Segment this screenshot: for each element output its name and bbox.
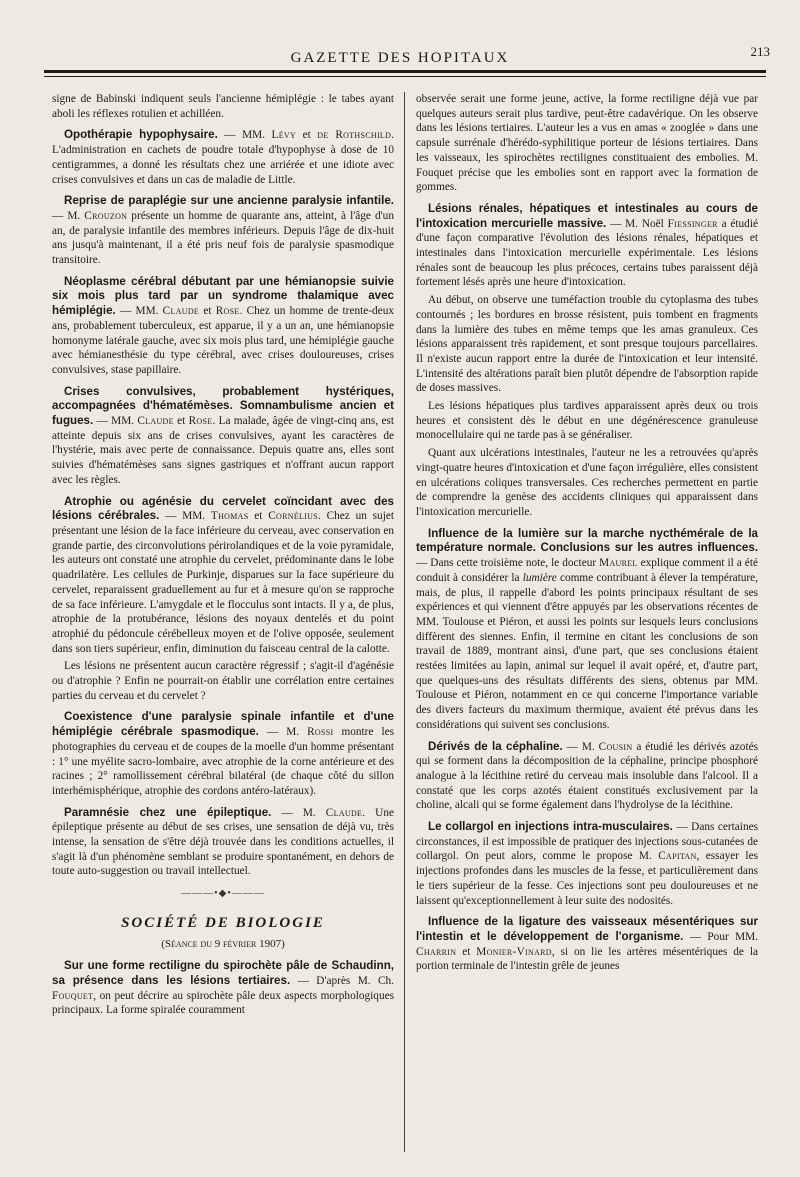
author-name: Rose <box>188 415 213 428</box>
paragraph: Quant aux ulcérations intestinales, l'auteur ne les a retrouvées qu'après vingt-quatre heures d'intoxication et d'une façon irrégulière, elles consistent en ulcérations coliques transversales. Ces recherches permettent en partie de comprendre la genèse des accidents cliniques qui apparaissent dans l'intoxication mercurielle. <box>416 447 758 518</box>
article-cephaline <box>416 740 758 814</box>
paragraph: observée serait une forme jeune, active, la forme rectiligne déjà vue par quelques auteurs serait plus tardive, peut-être cadavérique. On les observe dans les lésions tertiaires. L'auteur les a vus en amas « zooglée » dans une capsule surrénale d'hérédo-syphilitique porteur de lésions tertiaires. Dans les vaisseaux, les spirochètes rectilignes constituaient des embolies. M. Fouquet précise que les embolies sont en rapport avec la formation de gommes. <box>416 93 758 194</box>
article-text: — Pour MM. <box>683 930 759 943</box>
author-name: Fiessinger <box>667 217 718 230</box>
article-text: a étudié les dérivés azotés qui se forment dans la décomposition de la céphaline, principe phosphoré analogue à la lécithine retiré du cerveau mais insoluble dans l'alcool. Il a constaté que les corps azotés étaient constitués exclusivement par la choline, alcali qui se forme également dans l'hydrolyse de la lécithine. <box>416 740 758 812</box>
author-name: Fouquet <box>52 989 94 1002</box>
article-text: — <box>672 821 692 834</box>
article-text: comme contribuant à élever la température, mais, de plus, il rappelle d'abord les points principaux résultant de ses expériences et qui viennent d'être appuyés par les observations récentes de MM. Toulouse et Piéron, et aussi les points sur lesquels leurs conclusions diffèrent des siennes. Enfin, il termine en citant les conclusions de son travail de 1889, montrant ainsi, d'une part, que ses conclusions étaient restées limitées au lapin, animal sur lequel il avait opéré, et, d'autre part, que quelques-uns des résultats différents des siens, obtenus par MM. Toulouse et Piéron, notamment en ce qui concerne l'importance variable des divers facteurs du maximum thermique, avaient été prévus dans les considérations qui suivent ses conclusions. <box>416 571 758 731</box>
article-text: montre les photographies du cerveau et de coupes de la moelle d'un homme présentant : 1° une myélite sacro-lombaire, avec atrophie de la corne antérieure et des racines ; 2° ramollissement cérébral bilatéral (de chaque côté du sillon interhémisphérique, atrophie des cordons antéro-latéraux). <box>52 726 395 797</box>
author-name: Rose <box>215 305 240 318</box>
article-text: — MM. <box>217 129 272 142</box>
article-text: — MM. <box>115 305 163 318</box>
article-text: — D'après M. Ch. <box>290 974 395 987</box>
author-name: Claude <box>325 806 363 819</box>
article-lumiere <box>416 527 758 733</box>
session-date: (Séance du 9 février 1907) <box>161 937 285 950</box>
article-title: Crises convulsives, probablement hystériques, accompagnées d'hématémèses. Somnambulisme ancien et fugues. <box>52 384 394 428</box>
article-text: . Une épileptique présente au début de ses crises, une sensation de déjà vu, très intense, la sensation de s'être déjà trouvée dans les conditions actuelles, il s'agit là d'un phénomène semblant se produire spontanément, en dehors de toute auto-suggestion ou travail intellectuel. <box>52 806 394 878</box>
author-name: de Rothschild <box>317 129 392 142</box>
article-text: , si on lie les artères mésentériques de la portion terminale de l'intestin grêle de jeunes <box>416 945 758 973</box>
author-name: Charrin <box>416 945 457 958</box>
paragraph: Les lésions hépatiques plus tardives apparaissent après deux ou trois heures et consistent dès le début en une dégénérescence granuleuse monocellulaire qui ne tarde pas à se généraliser. <box>416 400 758 442</box>
article-title: Coexistence d'une paralysie spinale infantile et d'une hémiplégie cérébrale spasmodique. <box>52 710 394 739</box>
article-title: Reprise de paraplégie sur une ancienne paralysie infantile. <box>64 194 394 208</box>
article-text: , essayer les injections profondes dans les muscles de la fesse, et particulièrement dans le tiers supérieur de la fesse. Ces injections sont peu douloureuses et ne laissent qu'exceptionnellement à leur suite des nodosités. <box>416 850 758 907</box>
article-text: — Dans cette troisième note, le docteur <box>416 557 600 570</box>
author-name: Claude <box>162 305 200 318</box>
article-text: . La malade, âgée de vingt-cinq ans, est atteinte depuis six ans de crises convulsives, ayant les caractères de l'hystérie, mais avec perte de connaissance. Depuis quatre ans, elles sont suivies d'hématémèses sans signes gastriques et n'offrant aucun rapport avec les règles. <box>52 415 394 486</box>
author-name: Monier-Vinard <box>476 945 552 958</box>
article-text: explique comment il a été conduit à considérer la <box>416 557 758 584</box>
article-title: Lésions rénales, hépatiques et intestinales au cours de l'intoxication mercurielle massive. <box>416 201 758 230</box>
page-number: 213 <box>750 44 770 59</box>
header-rule-thin <box>44 76 766 77</box>
article-text: . L'administration en cachets de poudre totale d'hypophyse à dose de 10 centigrammes, a donné les résultats chez une arriérée et une idiote avec crises convulsives et dans un cas de maladie de Little. <box>52 129 395 186</box>
article-text: . Chez un homme de trente-deux ans, probablement tuberculeux, est apparue, il y a un an, une hémianopsie homonyme latérale gauche, avec six mois plus tard, une hémiplégie gauche avec hémianesthésie du type cérébral, avec crises douloureuses, crises convulsives, stase papillaire. <box>52 305 394 376</box>
article-crises <box>52 385 394 488</box>
article-title: Le collargol en injections intra-musculaires. <box>428 820 673 834</box>
article-text: — MM. <box>159 510 211 523</box>
article-title: Dérivés de la céphaline. <box>428 739 563 753</box>
emphasis: lumière <box>522 571 557 584</box>
article-title: Influence de la ligature des vaisseaux mésentériques sur l'intestin et le développement de l'organisme. <box>416 915 758 943</box>
article-text: — M. <box>562 740 599 753</box>
section-title: SOCIÉTÉ DE BIOLOGIE <box>121 914 325 931</box>
author-name: Capitan <box>658 850 697 863</box>
article-text: et <box>296 129 318 142</box>
article-text: — M. <box>258 726 308 739</box>
article-title: Opothérapie hypophysaire. <box>64 128 218 142</box>
article-text: et <box>199 305 216 318</box>
article-paraplegie <box>52 194 394 268</box>
article-text: . Chez un sujet présentant une lésion de la face inférieure du cerveau, avec conservation en grande partie, des circonvolutions périrolandiques et de la voie pyramidale, les auteurs ont constaté une atrophie du cervelet, prédominante dans le lobe quadrilatère. Les cellules de Purkinje, disparues sur la face supérieure du cervelet, reparaissent graduellement au fur et à mesure qu'on se rapproche de sa face inférieure. L'amygdale et le flocculus sont intacts. Il y a, de plus, atrophie de la protubérance, lésions des noyaux dentelés et du point atrophié du pédoncule cérébelleux moyen et de l'olive opposée, seulement dans son tiers supérieur, enfin, diminution du faisceau central de la calotte. <box>52 510 394 655</box>
article-text: et <box>173 415 189 428</box>
author-name: Maurel <box>599 557 638 570</box>
right-column <box>416 92 758 977</box>
author-name: Cousin <box>598 740 633 753</box>
page-header <box>0 40 800 70</box>
column-divider <box>404 92 405 1152</box>
article-text: — M. <box>271 806 326 819</box>
article-text: — M. Noël <box>606 217 668 230</box>
article-text: a étudié d'une façon comparative l'évolution des lésions rénales, hépatiques et intestinales dans l'intoxication mercurielle expérimentale. Les lésions rénales sont de beaucoup les plus précoces, certains tubes paraissent déjà fortement lésés après une heure d'intoxication. <box>416 217 758 289</box>
article-text: — M. <box>52 209 85 222</box>
article-collargol <box>416 820 758 908</box>
article-title: Influence de la lumière sur la marche nycthémérale de la température normale. Conclusions sur les autres influences. <box>416 526 758 555</box>
article-text: , on peut décrire au spirochète pâle deux aspects morphologiques principaux. La forme spiralée couramment <box>52 989 394 1017</box>
article-atrophie-cervelet <box>52 495 394 657</box>
running-title: GAZETTE DES HOPITAUX <box>290 50 510 66</box>
article-text: — MM. <box>93 415 138 428</box>
paragraph: signe de Babinski indiquent seuls l'ancienne hémiplégie : le tabes ayant aboli les réflexes rotulien et achilléen. <box>52 93 394 120</box>
article-ligature <box>416 915 758 974</box>
article-opotherapie <box>52 128 394 187</box>
article-text: et <box>456 945 477 958</box>
author-name: Crouzon <box>84 209 128 222</box>
article-text: présente un homme de quarante ans, atteint, à l'âge d'un an, de paralysie infantile des membres inférieurs. Depuis l'âge de dix-huit ans jusqu'à maintenant, il a été pris neuf fois de paralysie spasmodique transitoire. <box>52 209 394 267</box>
author-name: Cornélius <box>268 510 318 523</box>
article-paramnesie <box>52 806 394 880</box>
article-title: Paramnésie chez une épileptique. <box>64 805 272 819</box>
article-text: Dans certaines circonstances, il est impossible de pratiquer des injections sous-cutanées de collargol. On peut alors, comme le propose M. <box>416 821 758 863</box>
article-title: Néoplasme cérébral débutant par une hémianopsie suivie six mois plus tard par un syndrome thalamique avec hémiplégie. <box>52 274 394 318</box>
author-name: Claude <box>137 415 174 428</box>
left-column <box>52 92 394 1021</box>
article-text: et <box>248 510 269 523</box>
author-name: Thomas <box>210 510 249 523</box>
paragraph: Les lésions ne présentent aucun caractère régressif ; s'agit-il d'agénésie ou d'atrophie ? Enfin ne pourrait-on établir une corrélation entre certaines parties du cerveau et du cervelet ? <box>52 660 394 702</box>
article-neoplasme <box>52 275 394 378</box>
header-rule-thick <box>44 70 766 73</box>
paragraph: Au début, on observe une tuméfaction trouble du cytoplasma des tubes contournés ; les bordures en brosse résistent, puis tombent en fragments dans la lumière des tubes en même temps que les amas granuleux. Ces lésions apparaissent très rapidement, et sont presque toujours parcellaires. Il n'existe aucun rapport entre la durée de l'intoxication et leur intensité. L'intensité des altérations paraît bien plutôt dépendre de l'absorption rapide de doses massives. <box>416 294 758 395</box>
author-name: Rossi <box>307 726 334 739</box>
section-ornament: ———•◆•——— <box>181 888 265 900</box>
author-name: Lévy <box>271 129 297 142</box>
article-title: Atrophie ou agénésie du cervelet coïncidant avec des lésions cérébrales. <box>52 494 394 523</box>
article-spirochete <box>52 959 394 1018</box>
article-coexistence <box>52 710 394 798</box>
article-title: Sur une forme rectiligne du spirochète pâle de Schaudinn, sa présence dans les lésions tertiaires. <box>52 959 394 987</box>
article-lesions-renales <box>416 202 758 290</box>
